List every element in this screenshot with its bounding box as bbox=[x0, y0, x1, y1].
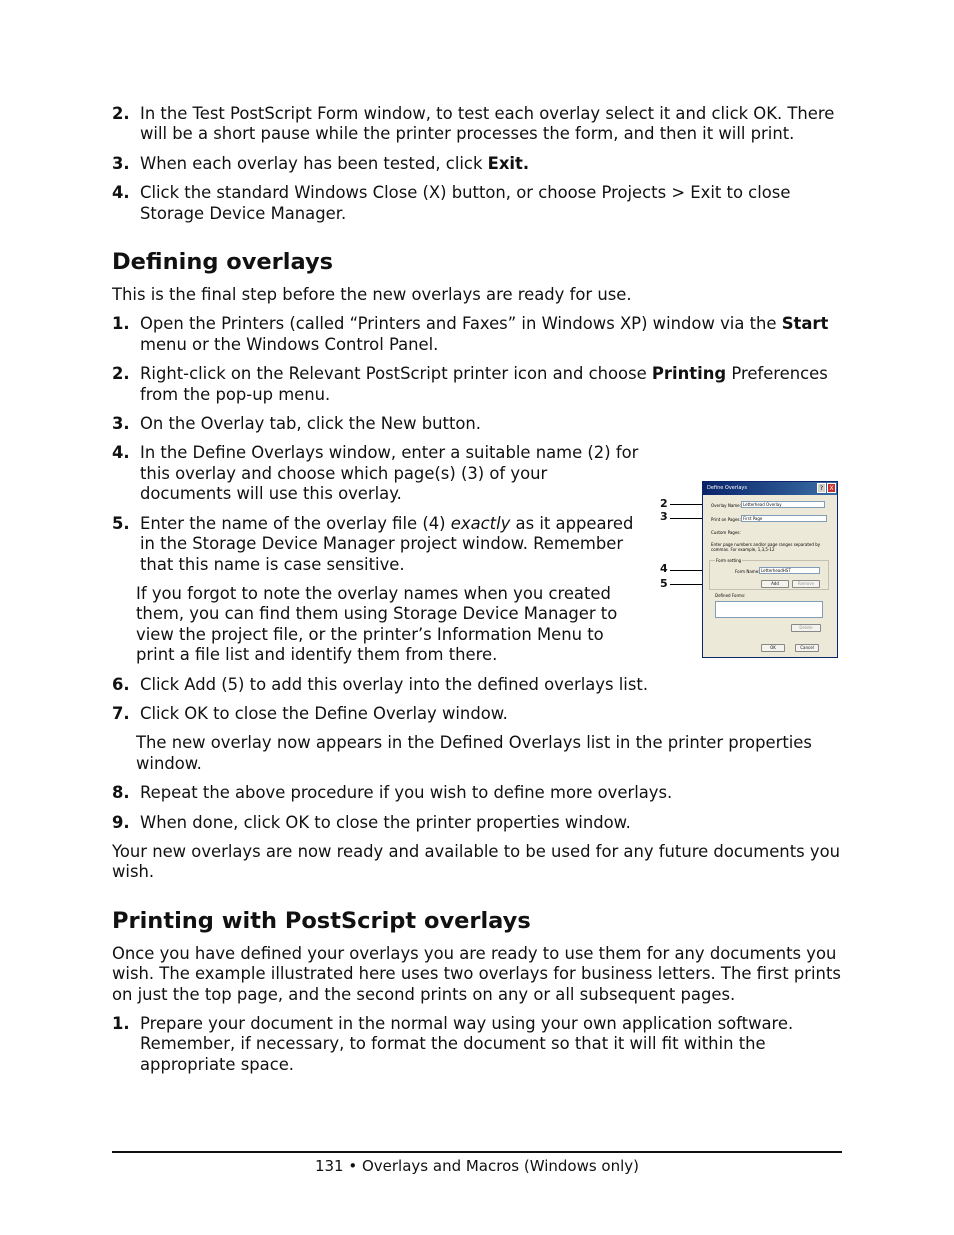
list-item: 4. Click the standard Windows Close (X) button, or choose Projects > Exit to close Storage Device Manager. bbox=[112, 183, 791, 223]
print-on-pages-label: Print on Pages: bbox=[711, 517, 741, 522]
remove-button[interactable]: Remove bbox=[792, 580, 820, 588]
section-heading-printing-overlays: Printing with PostScript overlays bbox=[112, 907, 531, 934]
list-item: 2. Right-click on the Relevant PostScript printer icon and choose Printing Preferences from the pop-up menu. bbox=[112, 364, 828, 404]
callout-5: 5 bbox=[660, 577, 668, 590]
callout-3: 3 bbox=[660, 510, 668, 523]
custom-pages-label: Custom Pages: bbox=[711, 530, 741, 535]
callout-2: 2 bbox=[660, 497, 668, 510]
list-item: 5. Enter the name of the overlay file (4) exactly as it appeared in the Storage Device Manager project window. Remember that this name is case sensitive. bbox=[112, 513, 634, 574]
dialog-title: Define Overlays bbox=[703, 482, 837, 495]
list-item: 1. Open the Printers (called “Printers and Faxes” in Windows XP) window via the Start menu or the Windows Control Panel. bbox=[112, 314, 829, 354]
cancel-button[interactable]: Cancel bbox=[795, 644, 819, 652]
form-name-label: Form Name: bbox=[735, 569, 760, 574]
note: The new overlay now appears in the Defined Overlays list in the printer properties window. bbox=[136, 733, 812, 773]
list-item: 6. Click Add (5) to add this overlay into the defined overlays list. bbox=[112, 674, 649, 694]
section-closing: Your new overlays are now ready and available to be used for any future documents you wish. bbox=[112, 841, 840, 882]
section-heading-defining-overlays: Defining overlays bbox=[112, 249, 334, 276]
list-item: 2. In the Test PostScript Form window, to test each overlay select it and click OK. There will be a short pause while the printer processes the form, and then it will print. bbox=[112, 104, 835, 144]
list-item: 3. When each overlay has been tested, click Exit. bbox=[112, 153, 530, 173]
print-on-pages-select[interactable]: First Page bbox=[741, 515, 827, 522]
ok-button[interactable]: OK bbox=[761, 644, 785, 652]
section-intro: This is the final step before the new overlays are ready for use. bbox=[112, 285, 632, 305]
delete-button[interactable]: Delete bbox=[791, 624, 821, 632]
help-button[interactable]: ? bbox=[817, 483, 826, 493]
list-item: 7. Click OK to close the Define Overlay window. bbox=[112, 703, 508, 723]
callout-4: 4 bbox=[660, 562, 668, 575]
list-item: 8. Repeat the above procedure if you wish to define more overlays. bbox=[112, 783, 673, 803]
title-buttons bbox=[817, 483, 836, 493]
note: If you forgot to note the overlay names when you created them, you can find them using Storage Device Manager to view the project file, or the printer’s Information Menu to print a file list and identify them from there. bbox=[136, 583, 618, 665]
footer-rule bbox=[112, 1151, 842, 1153]
list-item: 9. When done, click OK to close the printer properties window. bbox=[112, 812, 631, 832]
list-item: 1. Prepare your document in the normal way using your own application software. Remember, if necessary, to format the document so that it will fit within the appropriate space. bbox=[112, 1014, 794, 1074]
page-range-hint: Enter page numbers and/or page ranges separated by commas. For example, 1,3,5-12 bbox=[711, 542, 821, 552]
page-footer: 131 • Overlays and Macros (Windows only) bbox=[314, 1157, 640, 1175]
defined-forms-label: Defined Forms: bbox=[715, 593, 746, 598]
add-button[interactable]: Add bbox=[761, 580, 789, 588]
form-name-select[interactable]: LetterheadHST bbox=[759, 567, 820, 574]
list-item: 3. On the Overlay tab, click the New button. bbox=[112, 414, 482, 434]
define-overlays-figure bbox=[658, 481, 840, 661]
form-setting-label: Form setting bbox=[716, 558, 742, 563]
define-overlays-dialog bbox=[702, 481, 838, 658]
defined-forms-list[interactable] bbox=[715, 601, 823, 618]
section-intro: Once you have defined your overlays you are ready to use them for any documents you wish. The example illustrated here uses two overlays for business letters. The first prints on just the top page, and the second prints on any or all subsequent pages. bbox=[112, 943, 841, 1004]
overlay-name-field[interactable]: Letterhead Overlay bbox=[741, 501, 825, 508]
list-item: 4. In the Define Overlays window, enter a suitable name (2) for this overlay and choose which page(s) (3) of your documents will use this overlay. bbox=[112, 443, 639, 504]
overlay-name-label: Overlay Name: bbox=[711, 503, 741, 508]
close-button[interactable]: X bbox=[827, 483, 836, 493]
